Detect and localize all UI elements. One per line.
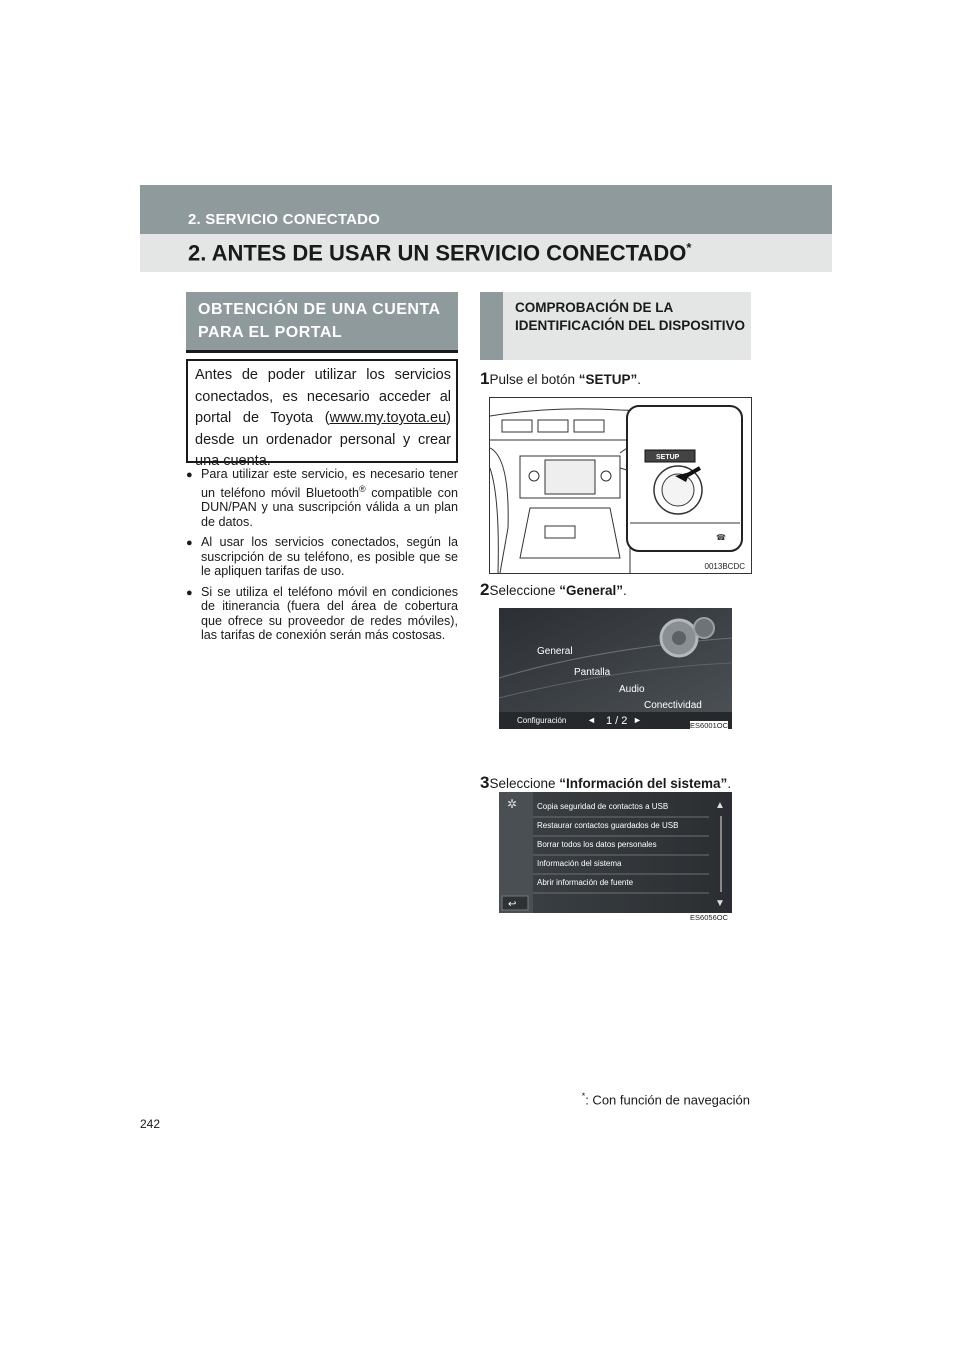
menu-item-general: General [537,646,573,657]
chapter-header-bar [140,185,832,234]
next-arrow-icon: ► [633,715,642,725]
step-1: 1Pulse el botón “SETUP”. [480,369,642,388]
info-box [186,359,458,469]
bullet-icon: ● [186,537,193,550]
page-title: 2. ANTES DE USAR UN SERVICIO CONECTADO* [188,240,692,266]
pager-text: 1 / 2 [606,715,628,727]
list-item: ● Al usar los servicios conectados, según la suscripción de su teléfono, es posible que se le apliquen tarifas de uso. [186,535,458,579]
list-item-delete: Borrar todos los datos personales [537,840,657,849]
menu-item-audio: Audio [619,684,645,695]
chapter-title: 2. SERVICIO CONECTADO [188,211,381,228]
bullet-icon: ● [186,586,193,599]
settings-list-drawing [499,792,732,913]
list-item-restore: Restaurar contactos guardados de USB [537,821,679,830]
dashboard-drawing [490,398,751,573]
section-header-device-id [480,292,751,360]
info-text: Antes de poder utilizar los servicios conectados, es necesario acceder al portal de Toyota (www.my.toyota.eu) desde un ordenador personal y crear una cuenta. [195,367,451,469]
section-header-portal [186,292,458,353]
list-item: ● Para utilizar este servicio, es necesario tener un teléfono móvil Bluetooth® compatible con DUN/PAN y una suscripción válida a un plan de datos. [186,467,458,529]
bullet-icon: ● [186,469,193,481]
menu-item-pantalla: Pantalla [574,667,611,678]
menu-item-conectividad: Conectividad [644,700,702,711]
setup-label: SETUP [656,454,680,461]
general-settings-screen [499,792,732,922]
setup-screen-drawing [499,608,732,729]
gear-icon: ✲ [507,797,518,811]
back-icon: ↩ [508,899,517,910]
portal-link[interactable]: www.my.toyota.eu [329,410,447,426]
step-3: 3Seleccione “Información del sistema”. [480,773,732,792]
section-marker [480,292,503,360]
svg-text:☎: ☎ [716,533,726,542]
figure-code: ES6001OC [690,721,728,730]
prev-arrow-icon: ◄ [587,715,596,725]
section-title: COMPROBACIÓN DE LA IDENTIFICACIÓN DEL DISPOSITIVO [515,300,746,333]
figure-code: 0013BCDC [704,562,745,571]
setup-menu-screen [499,608,732,729]
asterisk-mark: * [686,240,692,255]
list-item-backup: Copia seguridad de contactos a USB [537,802,669,811]
footer-label: Configuración [517,716,567,725]
step-2: 2Seleccione “General”. [480,580,627,599]
page-title-bar [140,234,832,272]
bullet-list [186,467,458,649]
dashboard-illustration [489,397,752,574]
scroll-up-icon: ▲ [715,800,725,811]
list-item: ● Si se utiliza el teléfono móvil en condiciones de itinerancia (fuera del área de cobertura que ofrece su proveedor de redes móviles), las tarifas de conexión serán más costosas. [186,584,458,643]
page-number: 242 [140,1117,161,1131]
list-item-font-info: Abrir información de fuente [537,878,634,887]
figure-code: ES6056OC [690,913,728,922]
section-title: OBTENCIÓN DE UNA CUENTA PARA EL PORTAL [198,301,441,341]
footnote: *: Con función de navegación [581,1091,750,1108]
list-item-system-info: Información del sistema [537,859,622,868]
scroll-down-icon: ▼ [715,898,725,909]
